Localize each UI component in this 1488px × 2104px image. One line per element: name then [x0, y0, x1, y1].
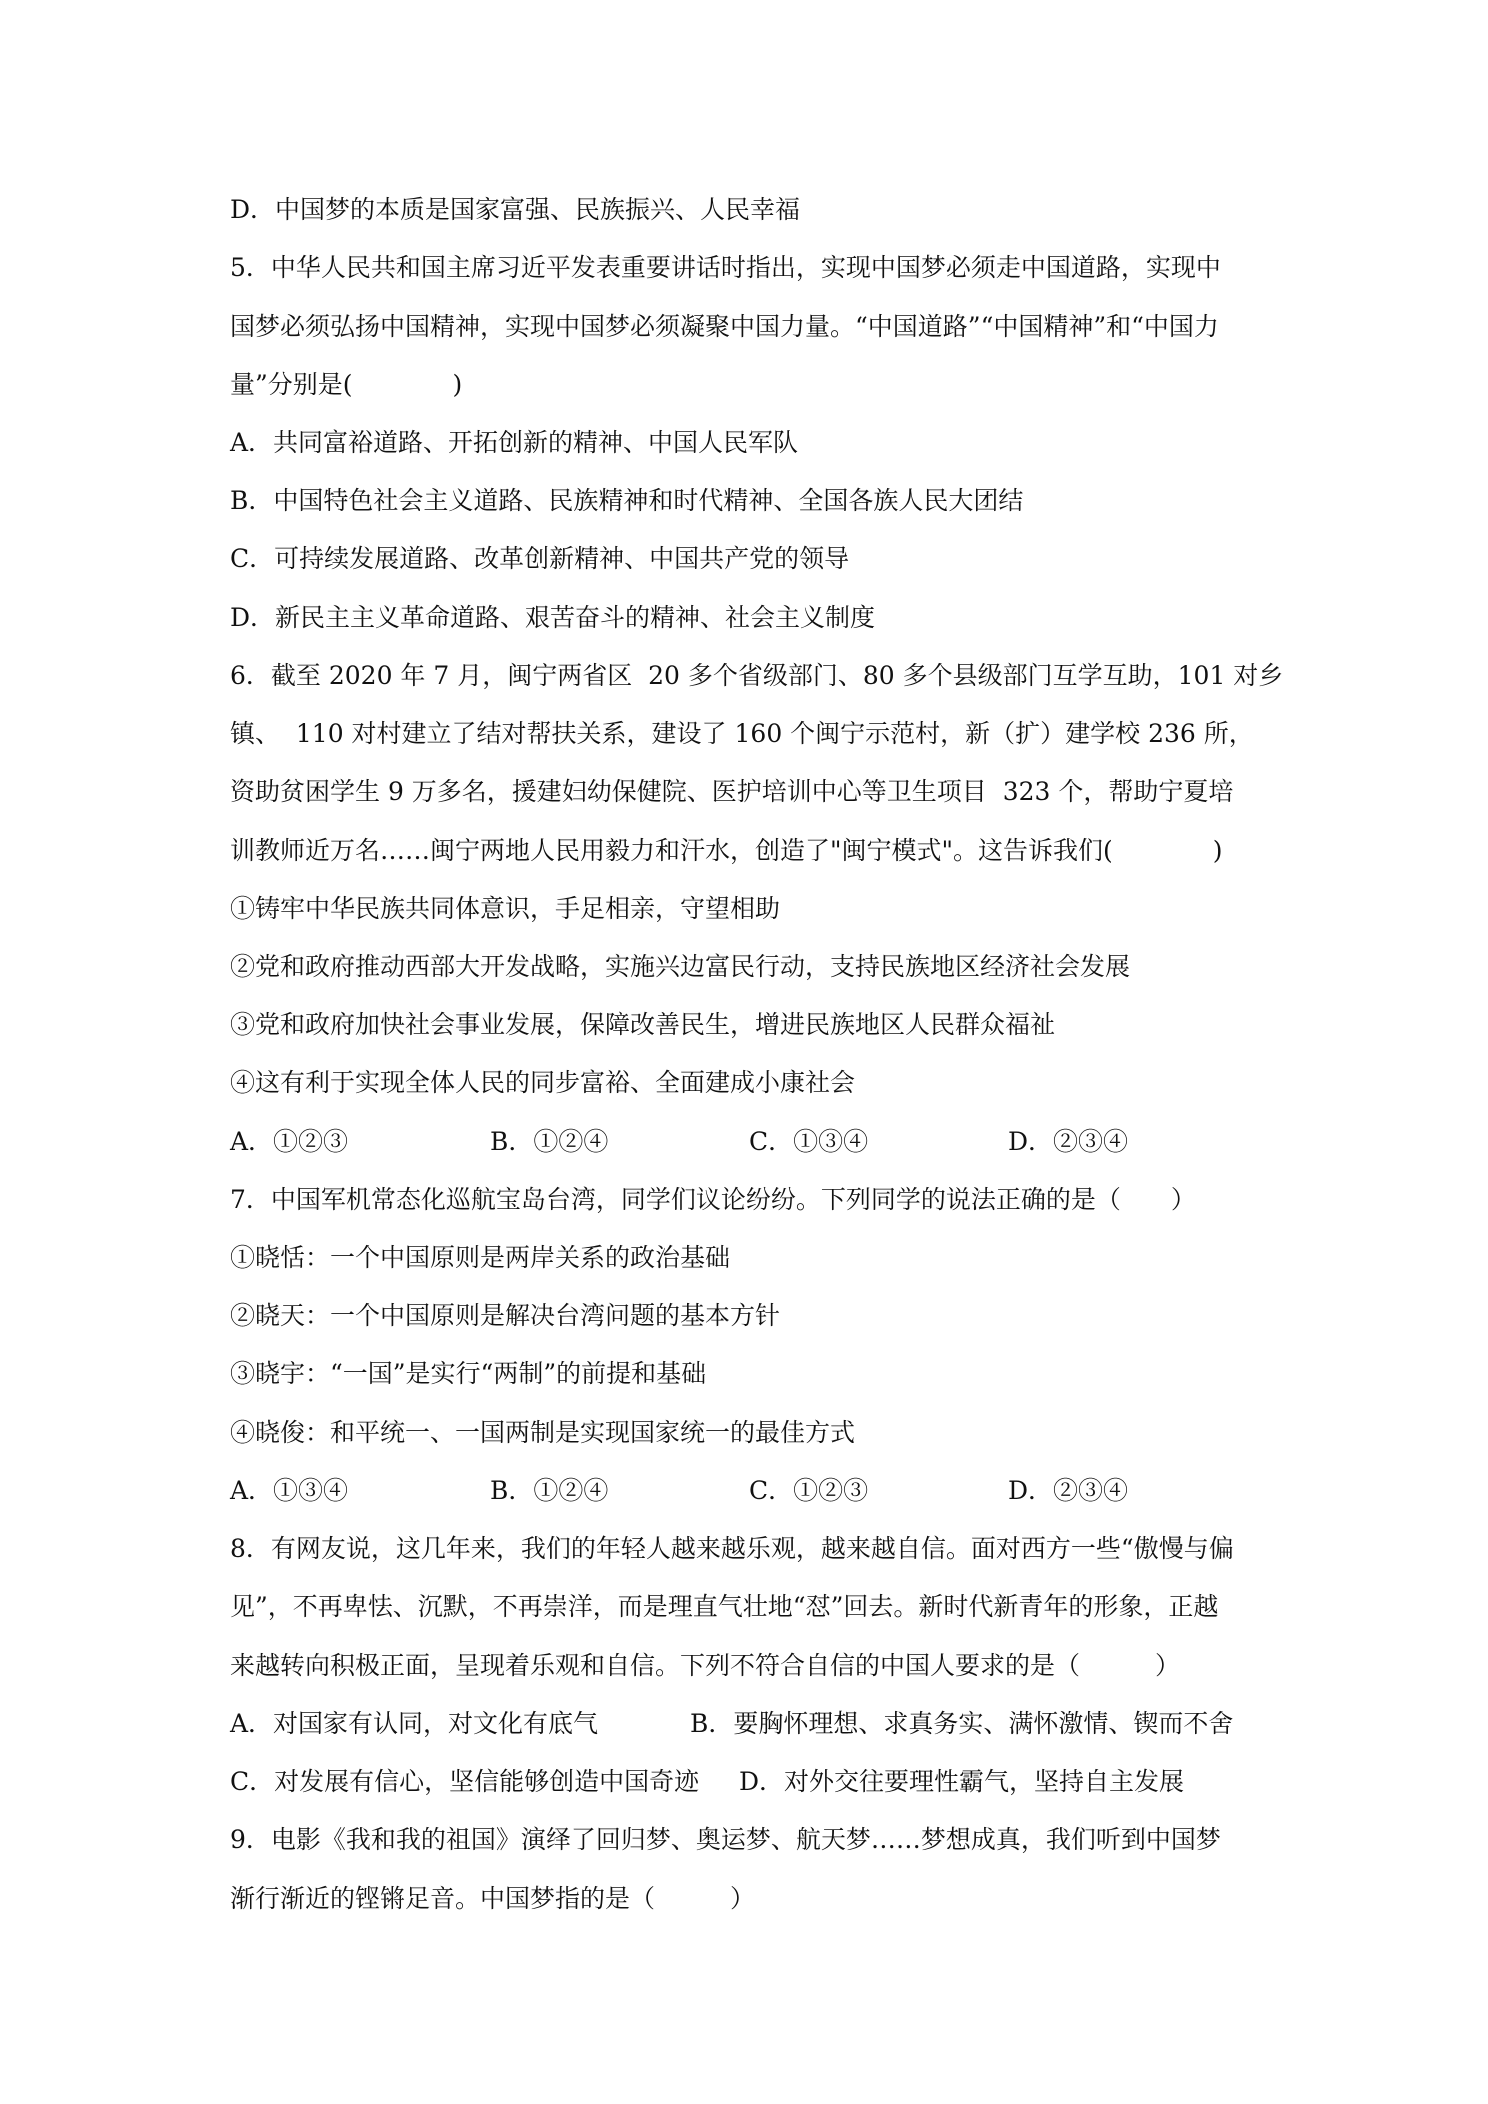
- q6-option-c: C．①③④: [749, 1127, 869, 1156]
- q5-option-c: C．可持续发展道路、改革创新精神、中国共产党的领导: [230, 544, 850, 573]
- q6-option-b: B．①②④: [490, 1127, 609, 1156]
- q7-option-d: D．②③④: [1008, 1476, 1129, 1505]
- q6-statement-2: ②党和政府推动西部大开发战略，实施兴边富民行动，支持民族地区经济社会发展: [230, 952, 1131, 981]
- q5-option-d: D．新民主主义革命道路、艰苦奋斗的精神、社会主义制度: [230, 603, 876, 632]
- q5-stem-line-2: 国梦必须弘扬中国精神，实现中国梦必须凝聚中国力量。“中国道路”“中国精神”和“中国力: [230, 312, 1219, 341]
- q7-option-a: A．①③④: [230, 1476, 349, 1505]
- q6-stem-line-3: 资助贫困学生 9 万多名，援建妇幼保健院、医护培训中心等卫生项目 323 个，帮助宁夏培: [230, 777, 1234, 806]
- q7-statement-3: ③晓宇：“一国”是实行“两制”的前提和基础: [230, 1359, 707, 1388]
- q4-option-d: D．中国梦的本质是国家富强、民族振兴、人民幸福: [230, 195, 801, 224]
- q6-statement-4: ④这有利于实现全体人民的同步富裕、全面建成小康社会: [230, 1068, 856, 1097]
- q5-option-b: B．中国特色社会主义道路、民族精神和时代精神、全国各族人民大团结: [230, 486, 1024, 515]
- q8-stem-line-1: 8．有网友说，这几年来，我们的年轻人越来越乐观，越来越自信。面对西方一些“傲慢与偏: [230, 1534, 1234, 1563]
- q7-statement-1: ①晓恬：一个中国原则是两岸关系的政治基础: [230, 1243, 731, 1272]
- q6-stem-line-4: 训教师近万名……闽宁两地人民用毅力和汗水，创造了"闽宁模式"。这告诉我们( ): [230, 836, 1223, 865]
- q5-option-a: A．共同富裕道路、开拓创新的精神、中国人民军队: [230, 428, 799, 457]
- q8-option-a: A．对国家有认同，对文化有底气: [230, 1709, 599, 1738]
- q6-option-d: D．②③④: [1008, 1127, 1129, 1156]
- q8-option-c: C．对发展有信心，坚信能够创造中国奇迹: [230, 1767, 700, 1796]
- q6-statement-3: ③党和政府加快社会事业发展，保障改善民生，增进民族地区人民群众福祉: [230, 1010, 1056, 1039]
- q7-statement-2: ②晓天：一个中国原则是解决台湾问题的基本方针: [230, 1301, 781, 1330]
- q6-stem-line-2: 镇、 110 对村建立了结对帮扶关系，建设了 160 个闽宁示范村，新（扩）建学校 236 所，: [230, 719, 1254, 748]
- q7-option-c: C．①②③: [749, 1476, 869, 1505]
- q8-stem-line-3: 来越转向积极正面，呈现着乐观和自信。下列不符合自信的中国人要求的是（ ）: [230, 1651, 1181, 1680]
- q8-option-d: D．对外交往要理性霸气，坚持自主发展: [739, 1767, 1185, 1796]
- q7-statement-4: ④晓俊：和平统一、一国两制是实现国家统一的最佳方式: [230, 1418, 856, 1447]
- q6-stem-line-1: 6．截至 2020 年 7 月，闽宁两省区 20 多个省级部门、80 多个县级部门互学互助，101 对乡: [230, 661, 1284, 690]
- q8-stem-line-2: 见”，不再卑怯、沉默，不再崇洋，而是理直气壮地“怼”回去。新时代新青年的形象，正越: [230, 1592, 1219, 1621]
- q7-stem: 7．中国军机常态化巡航宝岛台湾，同学们议论纷纷。下列同学的说法正确的是（ ）: [230, 1185, 1196, 1214]
- q8-option-b: B．要胸怀理想、求真务实、满怀激情、锲而不舍: [690, 1709, 1234, 1738]
- q6-option-a: A．①②③: [230, 1127, 349, 1156]
- q6-statement-1: ①铸牢中华民族共同体意识，手足相亲，守望相助: [230, 894, 781, 923]
- q5-stem-line-1: 5．中华人民共和国主席习近平发表重要讲话时指出，实现中国梦必须走中国道路，实现中: [230, 253, 1221, 282]
- q7-option-b: B．①②④: [490, 1476, 609, 1505]
- q5-stem-line-3: 量”分别是( ): [230, 370, 463, 399]
- q9-stem-line-1: 9．电影《我和我的祖国》演绎了回归梦、奥运梦、航天梦……梦想成真，我们听到中国梦: [230, 1825, 1221, 1854]
- q9-stem-line-2: 渐行渐近的铿锵足音。中国梦指的是（ ）: [230, 1884, 756, 1913]
